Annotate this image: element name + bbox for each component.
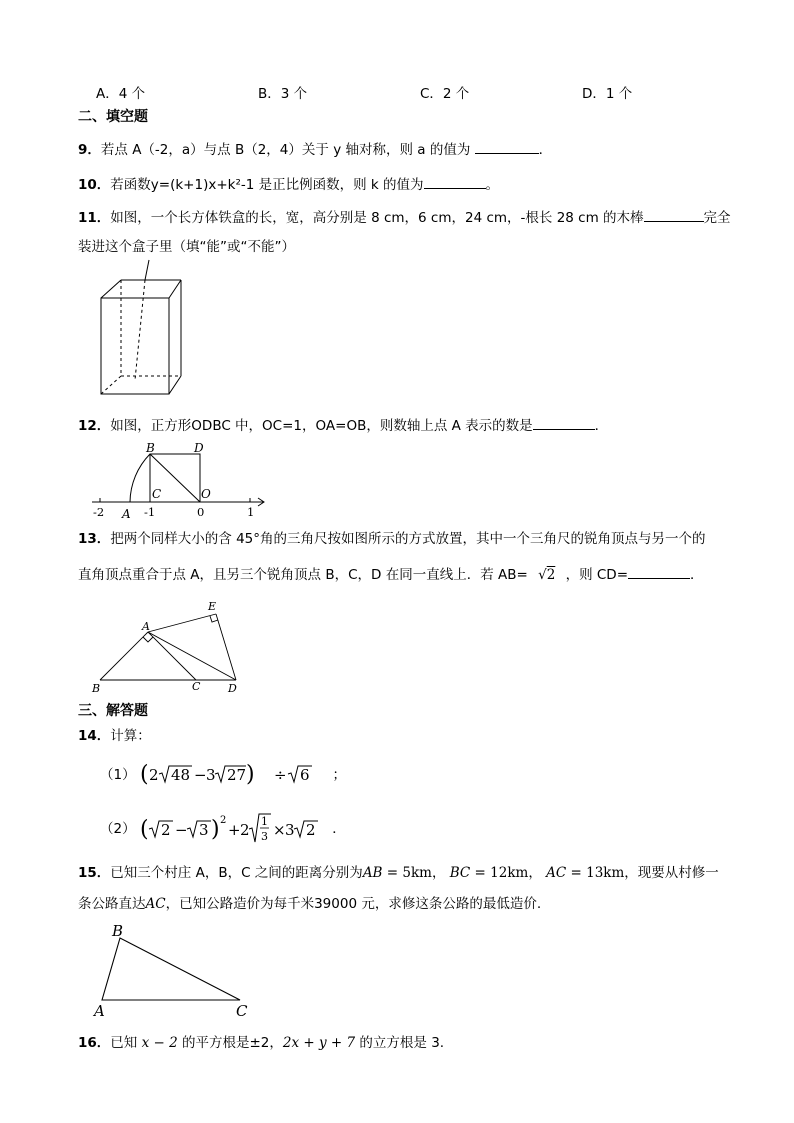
math-expression: x − 2 — [141, 1035, 178, 1051]
svg-text:3: 3 — [260, 830, 268, 843]
label-a: A — [142, 620, 150, 633]
question-text: ，现要从村修一 — [624, 865, 719, 881]
svg-text:2: 2 — [148, 766, 159, 784]
label-c: C — [236, 1002, 248, 1020]
label-b: B — [112, 922, 124, 940]
question-12 — [78, 416, 608, 435]
option-d: D．1 个 — [582, 86, 633, 102]
question-text: 若点 A（-2，a）与点 B（2，4）关于 y 轴对称，则 a 的值为 — [100, 142, 471, 158]
question-14 — [78, 727, 151, 745]
punct: ； — [332, 767, 346, 783]
tick-1: 1 — [247, 505, 255, 519]
label-o: O — [201, 487, 211, 501]
part-label: （2） — [100, 821, 136, 837]
label-d: D — [194, 441, 204, 455]
svg-text:2: 2 — [239, 821, 250, 839]
section-title-fill: 二、填空题 — [78, 109, 148, 125]
expression-1 — [140, 762, 270, 788]
svg-text:(: ( — [139, 817, 149, 842]
question-text: ，则 CD= — [565, 567, 629, 583]
question-number: 16． — [78, 1035, 111, 1051]
sqrt-expression: √2 — [538, 567, 556, 583]
question-text: 完全 — [703, 210, 731, 226]
part-label: （1） — [100, 767, 136, 783]
question-text: 如图，正方形ODBC 中，OC=1，OA=OB，则数轴上点 A 表示的数是 — [110, 418, 533, 434]
question-text: 若函数y=(k+1)x+k²-1 是正比例函数，则 k 的值为 — [110, 177, 424, 193]
label-c: C — [152, 487, 162, 501]
question-14-part1 — [100, 762, 346, 788]
svg-text:−: − — [193, 766, 207, 784]
math-expression: 2x + y + 7 — [282, 1035, 356, 1051]
option-c: C．2 个 — [420, 86, 470, 102]
figure-number-line — [88, 440, 270, 522]
svg-text:2: 2 — [160, 821, 171, 839]
section-title-solve: 三、解答题 — [78, 703, 148, 719]
svg-text:6: 6 — [300, 766, 310, 784]
svg-text:27: 27 — [226, 766, 246, 784]
punct: ． — [538, 142, 553, 158]
question-number: 12． — [78, 418, 111, 434]
arc-ba — [130, 454, 150, 502]
question-number: 15． — [78, 865, 111, 881]
svg-text:3: 3 — [205, 766, 216, 784]
question-number: 14． — [78, 728, 111, 744]
question-13 — [78, 530, 706, 548]
figure-triangle-abc — [90, 920, 260, 1020]
question-number: 13． — [78, 531, 111, 547]
question-text: 计算： — [110, 728, 151, 744]
label-c: C — [192, 680, 201, 693]
answer-blank[interactable] — [533, 416, 595, 430]
question-text: 如图，一个长方体铁盒的长，宽，高分别是 8 cm，6 cm，24 cm，-根长 28 cm 的木棒 — [110, 210, 644, 226]
question-text: 条公路直达 — [78, 896, 146, 912]
tick-minus1: -1 — [144, 505, 156, 519]
question-text: ，已知公路造价为每千米39000 元，求修这条公路的最低造价. — [165, 896, 542, 912]
question-number: 9． — [78, 142, 101, 158]
svg-text:+: + — [227, 821, 241, 839]
question-14-part2 — [100, 812, 346, 846]
label-d: D — [228, 682, 237, 695]
svg-text:48: 48 — [170, 766, 190, 784]
option-a: A．4 个 — [96, 86, 146, 102]
svg-text:): ) — [210, 817, 220, 842]
svg-text:(: ( — [139, 762, 149, 787]
question-13-line2 — [78, 565, 704, 584]
tick-0: 0 — [197, 505, 205, 519]
math-ac: AC — [546, 865, 567, 881]
question-10 — [78, 175, 499, 194]
question-text: 已知三个村庄 A，B，C 之间的距离分别为 — [110, 865, 363, 881]
answer-blank[interactable] — [475, 140, 539, 154]
svg-text:): ) — [245, 762, 255, 787]
value-bc: = 12km — [470, 865, 529, 881]
box-front — [101, 298, 169, 394]
svg-text:÷: ÷ — [274, 766, 287, 784]
punct: ． — [332, 821, 346, 837]
question-text: 已知 — [110, 1035, 138, 1051]
question-15: 15．已知三个村庄 A，B，C 之间的距离分别为AB = 5km， BC = 12km， AC = 13km，现要从村修一 — [78, 865, 719, 881]
tick-minus2: -2 — [93, 505, 105, 519]
punct: ． — [594, 418, 609, 434]
svg-text:3: 3 — [198, 821, 209, 839]
question-text: 直角顶点重合于点 A，且另三个锐角顶点 B，C，D 在同一直线上．若 AB= — [78, 567, 528, 583]
label-b: B — [92, 682, 101, 695]
label-a: A — [122, 507, 131, 521]
question-text: 的立方根是 3. — [359, 1035, 445, 1051]
svg-text:−: − — [174, 821, 188, 839]
question-11-line2: 装进这个盒子里（填“能”或“不能”） — [78, 239, 295, 255]
option-b: B．3 个 — [258, 86, 308, 102]
expression-1b — [274, 762, 320, 788]
figure-box — [95, 258, 190, 400]
triangle-abc — [102, 938, 240, 1000]
expression-2 — [140, 812, 320, 846]
label-b: B — [146, 441, 155, 455]
svg-text:3: 3 — [284, 821, 295, 839]
question-9 — [78, 140, 552, 159]
answer-blank[interactable] — [424, 175, 486, 189]
question-text: 把两个同样大小的含 45°角的三角尺按如图所示的方式放置，其中一个三角尺的锐角顶点与另一个的 — [110, 531, 706, 547]
figure-triangles — [88, 596, 248, 696]
punct: ． — [690, 567, 704, 583]
question-number: 10． — [78, 177, 111, 193]
math-ab: AB — [362, 865, 383, 881]
question-number: 11． — [78, 210, 111, 226]
question-text: 的平方根是±2， — [182, 1035, 283, 1051]
svg-text:×: × — [272, 821, 286, 839]
value-ac: = 13km — [566, 865, 625, 881]
stick — [145, 260, 149, 280]
question-15-line2 — [78, 895, 541, 913]
answer-blank[interactable] — [644, 208, 704, 222]
punct: 。 — [485, 177, 500, 193]
svg-text:1: 1 — [260, 815, 268, 828]
label-a: A — [94, 1002, 105, 1020]
label-e: E — [208, 600, 217, 613]
math-ac: AC — [145, 896, 166, 912]
math-bc: BC — [449, 865, 471, 881]
radicand: 2 — [546, 567, 556, 583]
answer-blank[interactable] — [628, 565, 690, 579]
question-16 — [78, 1034, 444, 1052]
value-ab: = 5km — [382, 865, 432, 881]
svg-text:2: 2 — [305, 821, 316, 839]
svg-text:2: 2 — [219, 815, 227, 826]
question-11 — [78, 208, 731, 227]
